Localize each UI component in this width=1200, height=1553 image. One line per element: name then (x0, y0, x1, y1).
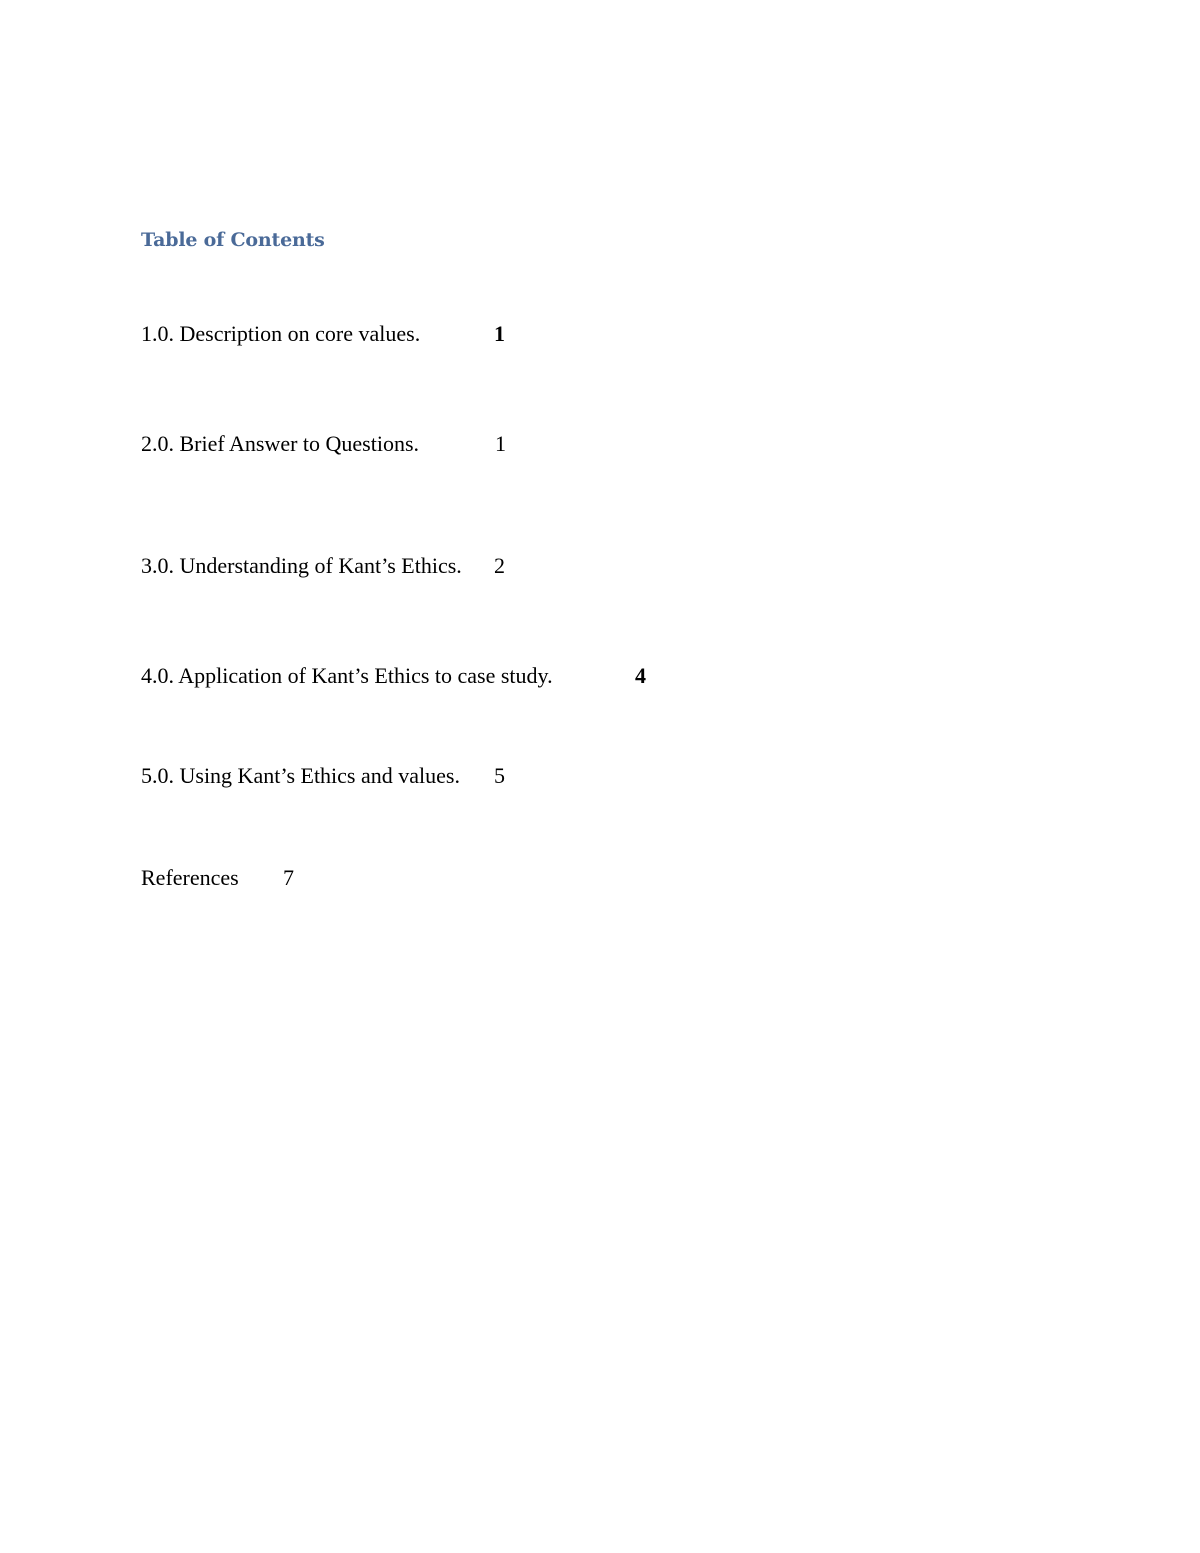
toc-entry-page-number: 1 (495, 431, 506, 456)
toc-entry-page-number: 4 (635, 663, 646, 688)
toc-entry-page-number: 2 (494, 553, 505, 578)
toc-entry-text: 1.0. Description on core values. (141, 321, 421, 346)
toc-entry-text: 2.0. Brief Answer to Questions. (141, 431, 420, 456)
toc-entry-page-number: 1 (494, 321, 505, 346)
toc-entry-text: References (141, 865, 239, 890)
toc-heading: Table of Contents (141, 229, 325, 251)
toc-entry-text: 5.0. Using Kant’s Ethics and values. (141, 763, 460, 788)
toc-entry-text: 3.0. Understanding of Kant’s Ethics. (141, 553, 462, 578)
toc-entry-text: 4.0. Application of Kant’s Ethics to case study. (141, 663, 553, 688)
toc-entry-page-number: 7 (283, 865, 294, 890)
toc-entry-page-number: 5 (494, 763, 505, 788)
